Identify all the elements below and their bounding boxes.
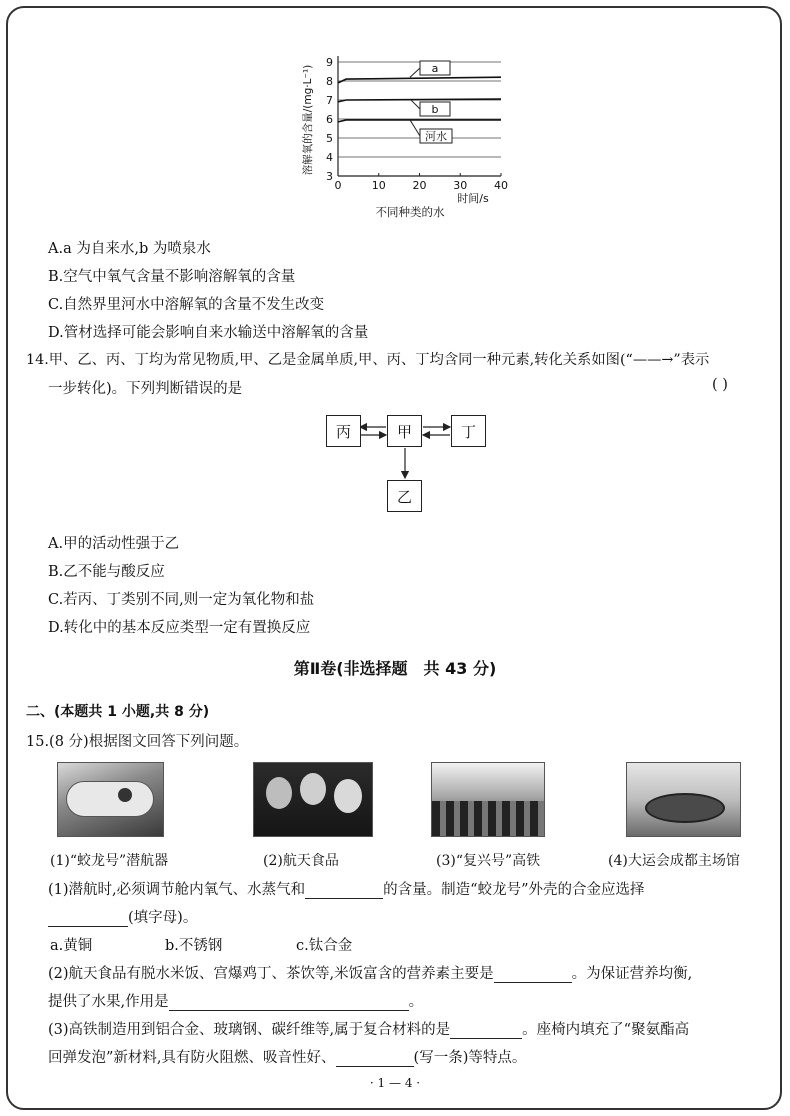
y-tick-label: 7 xyxy=(326,94,333,107)
q15-3-text-c: 回弹发泡”新材料,具有防火阻燃、吸音性好、 xyxy=(48,1050,336,1066)
series-label-a: a xyxy=(431,62,439,75)
blank-q3-feature[interactable] xyxy=(336,1052,414,1067)
blank-q2-nutrient[interactable] xyxy=(494,968,572,983)
y-axis-label: 溶解氧的含量/(mg·L⁻¹) xyxy=(302,64,314,176)
q13-option-c: C.自然界里河水中溶解氧的含量不发生改变 xyxy=(48,297,325,313)
q14-option-d: D.转化中的基本反应类型一定有置换反应 xyxy=(48,620,311,636)
q14-stem-line2: 一步转化)。下列判断错误的是 xyxy=(48,381,243,397)
q15-1-choice-b: b.不锈钢 xyxy=(165,938,223,954)
series-label-b: b xyxy=(431,103,439,116)
q15-stem: 15.(8 分)根据图文回答下列问题。 xyxy=(26,734,249,750)
x-tick-label: 30 xyxy=(453,179,468,192)
blank-q1-alloy[interactable] xyxy=(48,912,128,927)
x-tick-label: 20 xyxy=(412,179,427,192)
node-jia: 甲 xyxy=(387,415,422,447)
q15-2-text-b: 。为保证营养均衡, xyxy=(571,966,693,982)
series-leader-b xyxy=(410,99,420,109)
q15-1-text-a: (1)潜航时,必须调节舱内氧气、水蒸气和 xyxy=(48,882,306,898)
series-label-河水: 河水 xyxy=(425,130,447,143)
q15-3-line1 xyxy=(48,1018,689,1039)
y-tick-label: 6 xyxy=(326,113,333,126)
photo-fuxing-train-interior xyxy=(431,762,545,837)
blank-q1-gas[interactable] xyxy=(305,884,383,899)
q15-3-text-a: (3)高铁制造用到铝合金、玻璃钢、碳纤维等,属于复合材料的是 xyxy=(48,1022,451,1038)
series-line-河水 xyxy=(338,120,501,122)
q14-option-c: C.若丙、丁类别不同,则一定为氧化物和盐 xyxy=(48,592,315,608)
series-leader-河水 xyxy=(410,120,420,136)
q14-stem-line1: 14.甲、乙、丙、丁均为常见物质,甲、乙是金属单质,甲、丙、丁均含同一种元素,转化关系如图(“——→”表示 xyxy=(26,352,710,368)
q15-1-text-b: 的含量。制造“蛟龙号”外壳的合金应选择 xyxy=(383,882,645,898)
q15-1-text-c: (填字母)。 xyxy=(128,910,198,926)
q15-2-text-c: 提供了水果,作用是 xyxy=(48,994,169,1010)
q15-2-line2 xyxy=(48,990,423,1011)
q14-option-b: B.乙不能与酸反应 xyxy=(48,564,165,580)
chart-caption: 不同种类的水 xyxy=(375,205,445,219)
y-tick-label: 8 xyxy=(326,75,333,88)
node-ding: 丁 xyxy=(451,415,486,447)
x-tick-label: 10 xyxy=(371,179,386,192)
q13-option-b: B.空气中氧气含量不影响溶解氧的含量 xyxy=(48,269,296,285)
x-axis-label: 时间/s xyxy=(457,192,489,205)
node-bing: 丙 xyxy=(326,415,361,447)
q15-2-line1 xyxy=(48,962,692,983)
q15-1-choice-a: a.黄铜 xyxy=(50,938,93,954)
q14-option-a: A.甲的活动性强于乙 xyxy=(48,536,180,552)
y-tick-label: 4 xyxy=(326,151,333,164)
y-tick-label: 9 xyxy=(326,56,333,69)
q15-2-text-d: 。 xyxy=(408,994,424,1010)
caption-2: (2)航天食品 xyxy=(263,853,339,869)
q13-option-a: A.a 为自来水,b 为喷泉水 xyxy=(48,241,211,257)
blank-q3-composite[interactable] xyxy=(450,1024,522,1039)
q15-3-line2 xyxy=(48,1046,526,1067)
q15-3-text-d: (写一条)等特点。 xyxy=(413,1050,527,1066)
caption-4: (4)大运会成都主场馆 xyxy=(608,853,740,869)
series-leader-a xyxy=(410,68,420,77)
photo-universiade-stadium xyxy=(626,762,741,837)
dissolved-oxygen-chart xyxy=(295,40,525,220)
series-line-b xyxy=(338,99,501,102)
x-tick-label: 40 xyxy=(494,179,508,192)
q15-1-line1 xyxy=(48,878,644,899)
caption-3: (3)“复兴号”高铁 xyxy=(436,853,541,869)
q14-answer-paren: ( ) xyxy=(712,377,728,393)
section-heading: 二、(本题共 1 小题,共 8 分) xyxy=(26,704,210,720)
blank-q2-function[interactable] xyxy=(169,996,409,1011)
caption-1: (1)“蛟龙号”潜航器 xyxy=(50,853,169,869)
part2-title: 第Ⅱ卷(非选择题 共 43 分) xyxy=(293,659,497,678)
q15-1-line2 xyxy=(48,906,197,927)
q15-1-choice-c: c.钛合金 xyxy=(296,938,353,954)
photo-astronaut-food xyxy=(253,762,373,837)
x-tick-label: 0 xyxy=(334,179,342,192)
page-number: · 1 — 4 · xyxy=(369,1076,421,1090)
series-line-a xyxy=(338,77,501,83)
q15-2-text-a: (2)航天食品有脱水米饭、宫爆鸡丁、茶饮等,米饭富含的营养素主要是 xyxy=(48,966,494,982)
q13-option-d: D.管材选择可能会影响自来水输送中溶解氧的含量 xyxy=(48,325,369,341)
q15-3-text-b: 。座椅内填充了“聚氨酯高 xyxy=(522,1022,690,1038)
y-tick-label: 5 xyxy=(326,132,333,145)
y-tick-label: 3 xyxy=(326,170,333,183)
node-yi: 乙 xyxy=(387,480,422,512)
photo-jiaolong-submersible xyxy=(57,762,164,837)
